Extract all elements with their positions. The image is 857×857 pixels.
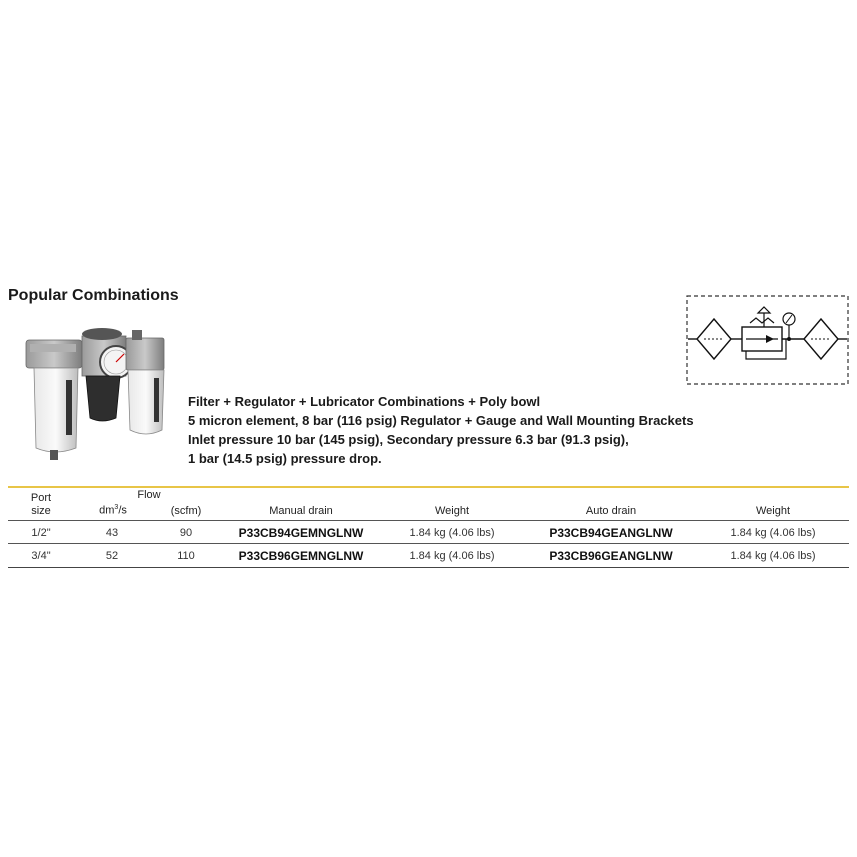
cell-weight-auto: 1.84 kg (4.06 lbs) [730,527,816,539]
cell-weight-manual: 1.84 kg (4.06 lbs) [409,550,495,562]
header-row-divider [8,520,849,521]
table-bottom-rule [8,567,849,568]
cell-dm3s: 43 [105,527,119,539]
section-title: Popular Combinations [8,287,179,304]
cell-scfm: 110 [177,550,195,562]
header-flow-dm3s: $dm^3/s$ [99,504,127,517]
description-line-3: Inlet pressure 10 bar (145 psig), Secondary pressure 6.3 bar (91.3 psig), [188,432,629,447]
header-weight-auto: Weight [755,505,791,517]
cell-dm3s: 52 [105,550,119,562]
table-top-rule [8,486,849,488]
cell-auto-drain-part: P33CB94GEANGLNW [549,526,673,540]
description-line-1: Filter + Regulator + Lubricator Combinations + Poly bowl [188,394,541,409]
pneumatic-schematic-diagram [686,295,849,385]
description-line-2: 5 micron element, 8 bar (116 psig) Regulator + Gauge and Wall Mounting Brackets [188,413,694,428]
header-flow-scfm: (scfm) [170,505,202,517]
header-port-line1: Port [30,492,52,504]
header-auto-drain: Auto drain [585,505,637,517]
header-flow: Flow [137,489,161,501]
description-line-4: 1 bar (14.5 psig) pressure drop. [188,451,382,466]
product-image [20,318,170,468]
cell-auto-drain-part: P33CB96GEANGLNW [549,549,673,563]
product-description [188,392,694,468]
row-divider [8,543,849,544]
header-weight-manual: Weight [434,505,470,517]
cell-manual-drain-part: P33CB96GEMNGLNW [238,549,364,563]
header-port-line2: size [31,505,51,517]
cell-weight-manual: 1.84 kg (4.06 lbs) [409,527,495,539]
header-manual-drain: Manual drain [269,505,333,517]
cell-scfm: 90 [179,527,193,539]
cell-manual-drain-part: P33CB94GEMNGLNW [238,526,364,540]
cell-port: 1/2" [31,527,51,539]
cell-weight-auto: 1.84 kg (4.06 lbs) [730,550,816,562]
cell-port: 3/4" [31,550,51,562]
